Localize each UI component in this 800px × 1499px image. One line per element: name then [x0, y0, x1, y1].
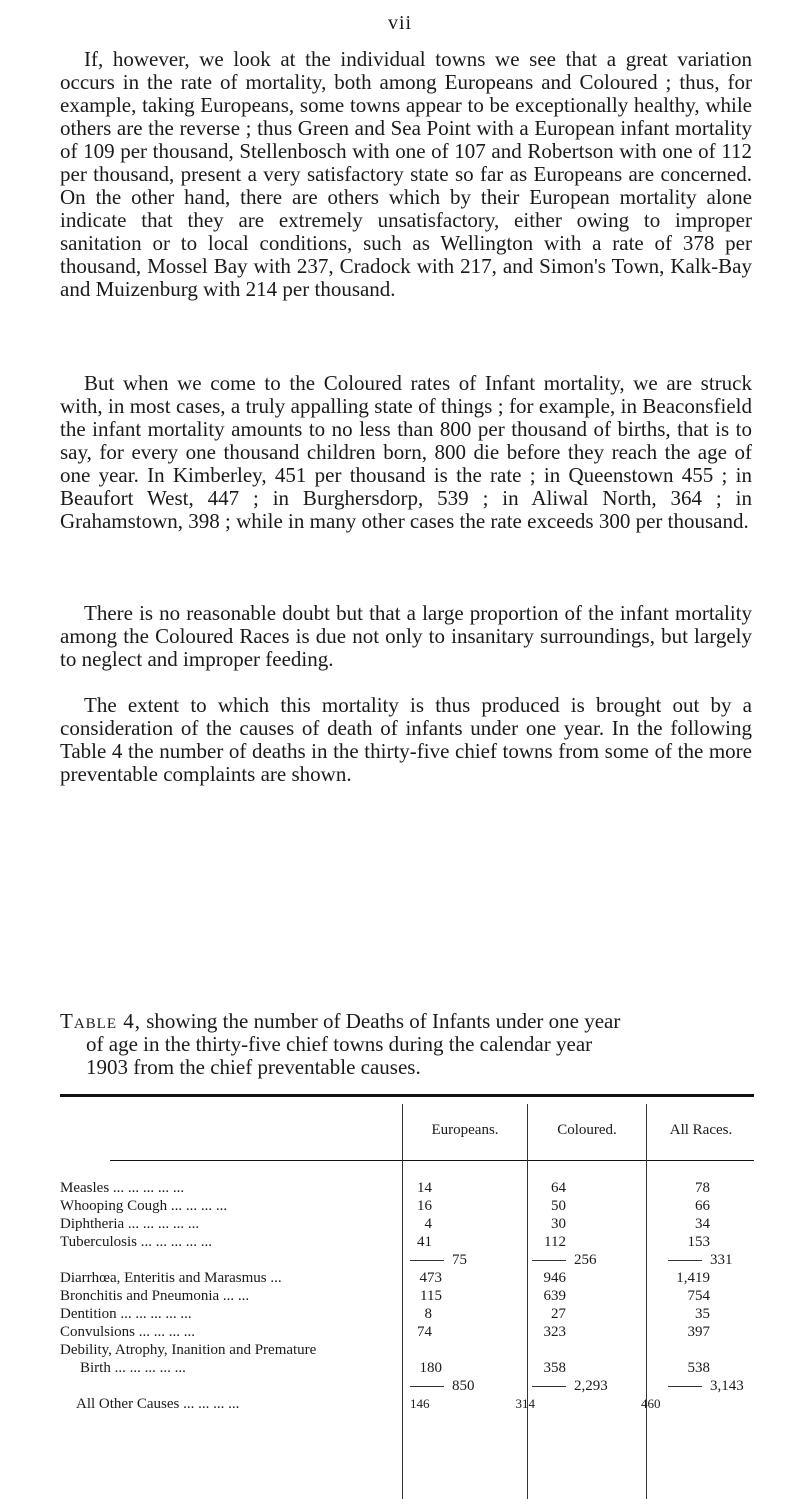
table-caption	[60, 1010, 760, 1079]
row-label: All Other Causes ... ... ... ...	[76, 1396, 240, 1412]
subtotal-europeans: 850	[410, 1378, 475, 1395]
header-europeans: Europeans.	[431, 1122, 499, 1138]
page-number: vii	[387, 12, 413, 34]
row-label: Convulsions ... ... ... ...	[60, 1324, 196, 1340]
caption-line-2: of age in the thirty-five chief towns during the calendar year	[86, 1032, 593, 1056]
row-label: Measles ... ... ... ... ...	[60, 1180, 185, 1196]
table-top-rule	[60, 1094, 754, 1097]
cell-coloured: 946	[543, 1270, 566, 1286]
paragraph-1: If, however, we look at the individual towns we see that a great variation occurs in the rate of mortality, both among Europeans and Coloured ; thus, for example, taking Europeans, some towns appear to be exceptionally healthy, while others are the reverse ; thus Green and Sea Point with a European infant mortality of 109 per thousand, Stellenbosch with one of 107 and Robertson with one of 112 per thousand, present a very satisfactory state so far as Europeans are concerned. On the other hand, there are others which by their European mortality alone indicate that they are extremely unsatisfactory, either owing to improper sanitation or to local conditions, such as Wellington with a rate of 378 per thousand, Mossel Bay with 237, Cradock with 217, and Simon's Town, Kalk-Bay and Muizenburg with 214 per thousand.	[60, 47, 752, 301]
cell-coloured: 323	[543, 1324, 566, 1340]
caption-line-1: showing the number of Deaths of Infants under one year	[141, 1009, 621, 1033]
cell-all-races: 78	[695, 1180, 710, 1196]
cell-europeans: 16	[417, 1198, 432, 1214]
cell-all-races: 34	[695, 1216, 710, 1232]
row-label: Dentition ... ... ... ... ...	[60, 1306, 192, 1322]
column-divider-2	[527, 1104, 528, 1499]
cell-europeans: 8	[424, 1306, 432, 1322]
subtotal-europeans: 75	[410, 1252, 467, 1269]
paragraph-2: But when we come to the Coloured rates of Infant mortality, we are struck with, in most cases, a truly appalling state of things ; for example, in Beaconsfield the infant mortality amounts to no less than 800 per thousand of births, that is to say, for every one thousand children born, 800 die before they reach the age of one year. In Kimberley, 451 per thousand is the rate ; in Queenstown 455 ; in Beaufort West, 447 ; in Burghersdorp, 539 ; in Aliwal North, 364 ; in Grahamstown, 398 ; while in many other cases the rate exceeds 300 per thousand.	[60, 371, 752, 533]
cell-all-races: 1,419	[676, 1270, 710, 1286]
cell-coloured: 30	[551, 1216, 566, 1232]
row-label: Bronchitis and Pneumonia ... ...	[60, 1288, 250, 1304]
cell-all-races: 538	[687, 1360, 710, 1376]
row-label: Diarrhœa, Enteritis and Marasmus ...	[60, 1270, 282, 1286]
cell-europeans: 115	[420, 1288, 442, 1304]
header-coloured: Coloured.	[557, 1122, 617, 1138]
cell-europeans: 180	[419, 1360, 442, 1376]
subtotal-coloured: 2,293	[532, 1378, 608, 1395]
cell-europeans: 146	[410, 1396, 430, 1411]
column-divider-3	[646, 1104, 647, 1499]
caption-line-3: 1903 from the chief preventable causes.	[86, 1055, 421, 1079]
row-label: Tuberculosis ... ... ... ... ...	[60, 1234, 212, 1250]
subtotal-coloured: 256	[532, 1252, 597, 1269]
cell-coloured: 314	[515, 1396, 535, 1411]
cell-all-races: 66	[695, 1198, 710, 1214]
row-label: Debility, Atrophy, Inanition and Premature	[60, 1342, 317, 1358]
cell-europeans: 473	[419, 1270, 442, 1286]
cell-all-races: 754	[687, 1288, 710, 1304]
cell-all-races: 153	[687, 1234, 710, 1250]
cell-all-races: 460	[641, 1396, 661, 1411]
cell-europeans: 14	[417, 1180, 432, 1196]
row-label: Birth ... ... ... ... ...	[80, 1360, 186, 1376]
cell-coloured: 639	[543, 1288, 566, 1304]
subtotal-all-races: 3,143	[668, 1378, 744, 1395]
column-divider-1	[402, 1104, 403, 1499]
paragraph-3: There is no reasonable doubt but that a large proportion of the infant mortality among the Coloured Races is due not only to insanitary surroundings, but largely to neglect and improper feeding.	[60, 601, 752, 671]
caption-label: Table 4,	[60, 1009, 141, 1033]
cell-coloured: 358	[543, 1360, 566, 1376]
header-all-races: All Races.	[669, 1122, 733, 1138]
cell-europeans: 4	[424, 1216, 432, 1232]
row-label: Whooping Cough ... ... ... ...	[60, 1198, 228, 1214]
cell-coloured: 50	[551, 1198, 566, 1214]
cell-all-races: 35	[695, 1306, 710, 1322]
subtotal-all-races: 331	[668, 1252, 733, 1269]
table-tail	[410, 1396, 661, 1412]
cell-all-races: 397	[687, 1324, 710, 1340]
header-rule	[110, 1160, 754, 1161]
cell-europeans: 41	[417, 1234, 432, 1250]
cell-europeans: 74	[417, 1324, 432, 1340]
cell-coloured: 64	[551, 1180, 566, 1196]
cell-coloured: 112	[544, 1234, 566, 1250]
row-label: Diphtheria ... ... ... ... ...	[60, 1216, 200, 1232]
paragraph-4: The extent to which this mortality is thus produced is brought out by a consideration of the causes of death of infants under one year. In the following Table 4 the number of deaths in the thirty-five chief towns from some of the more preventable complaints are shown.	[60, 693, 752, 786]
cell-coloured: 27	[551, 1306, 566, 1322]
